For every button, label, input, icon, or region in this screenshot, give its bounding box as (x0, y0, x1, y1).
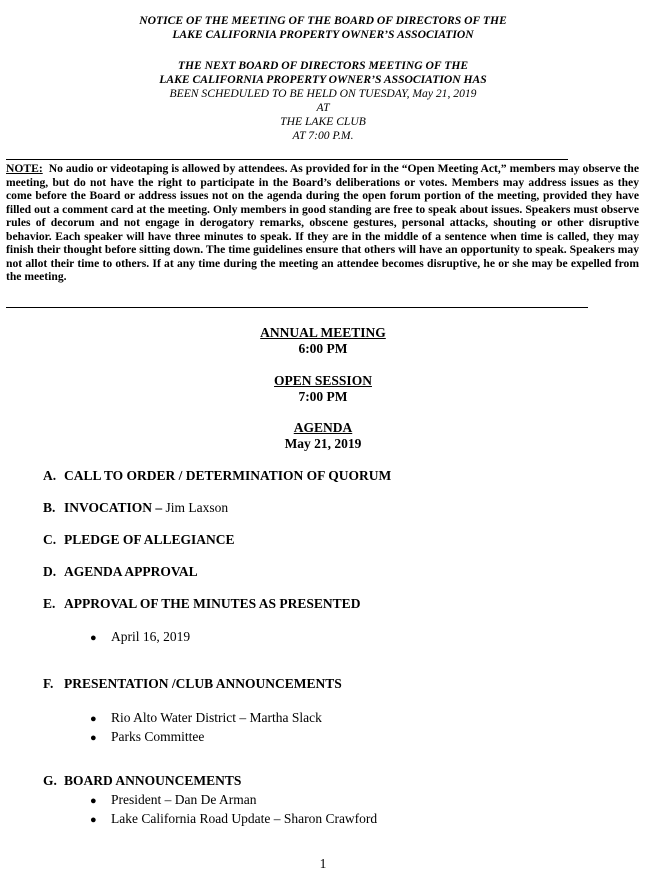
announcement-line-3: BEEN SCHEDULED TO BE HELD ON TUESDAY, May 21, 2019 (169, 87, 477, 100)
bullet-icon: ● (90, 795, 97, 807)
item-g-bullets (90, 791, 377, 829)
top-divider (6, 159, 568, 160)
bullet-icon: ● (90, 814, 97, 826)
item-title: CALL TO ORDER / DETERMINATION OF QUORUM (64, 468, 392, 483)
annual-meeting-block (0, 325, 646, 357)
agenda-item-c (43, 532, 235, 548)
note-paragraph (6, 162, 639, 284)
item-title: PLEDGE OF ALLEGIANCE (64, 532, 235, 547)
page-number: 1 (319, 856, 327, 871)
item-letter: D. (43, 564, 57, 579)
item-letter: B. (43, 500, 56, 515)
notice-title-line-2: LAKE CALIFORNIA PROPERTY OWNER’S ASSOCIATION (172, 28, 474, 41)
item-title: AGENDA APPROVAL (64, 564, 198, 579)
item-title: INVOCATION – (64, 500, 163, 515)
agenda-item-d (43, 564, 198, 580)
agenda-block (0, 420, 646, 452)
announcement-line-5: THE LAKE CLUB (280, 115, 366, 128)
bottom-divider (6, 307, 588, 308)
agenda-title: AGENDA (293, 420, 353, 435)
list-item (90, 791, 377, 810)
notice-title-line-1: NOTICE OF THE MEETING OF THE BOARD OF DIRECTORS OF THE (139, 14, 507, 27)
note-text: No audio or videotaping is allowed by attendees. As provided for in the “Open Meeting Act,” members may observe the meeting, but do not have the right to participate in the Board’s deliberations or votes. Members may address issues as they come before the Board or address issues not on the agenda during the open forum portion of the meeting, provided they have filled out a comment card at the meeting. Only members in good standing are free to speak about issues. Speakers must observe rules of decorum and not engage in derogatory remarks, obscene gestures, personal attacks, shouting or other disruptive behavior. Each speaker will have three minutes to speak. If they are in the middle of a sentence when time is called, they may finish their thought before sitting down. The time guidelines ensure that others will have an opportunity to speak. Speakers may not allot their time to others. If at any time during the meeting an attendee becomes disruptive, he or she may be expelled from the meeting. (6, 162, 639, 283)
list-item (90, 728, 322, 747)
announcement-line-1: THE NEXT BOARD OF DIRECTORS MEETING OF THE (177, 59, 469, 72)
bullet-icon: ● (90, 632, 97, 644)
announcement-line-2: LAKE CALIFORNIA PROPERTY OWNER’S ASSOCIATION HAS (159, 73, 487, 86)
notice-header (0, 14, 646, 42)
annual-meeting-title: ANNUAL MEETING (260, 325, 386, 340)
bullet-icon: ● (90, 732, 97, 744)
list-item (90, 810, 377, 829)
item-title: BOARD ANNOUNCEMENTS (64, 773, 242, 788)
item-letter: E. (43, 596, 56, 611)
bullet-icon: ● (90, 713, 97, 725)
announcement-line-6: AT 7:00 P.M. (292, 129, 354, 142)
bullet-text: Rio Alto Water District – Martha Slack (111, 710, 322, 725)
agenda-item-f (43, 676, 342, 692)
annual-meeting-time: 6:00 PM (298, 341, 348, 356)
note-label: NOTE: (6, 162, 43, 175)
bullet-text: Lake California Road Update – Sharon Crawford (111, 811, 378, 826)
item-e-bullets (90, 628, 190, 647)
item-letter: C. (43, 532, 57, 547)
list-item (90, 709, 322, 728)
item-title: APPROVAL OF THE MINUTES AS PRESENTED (64, 596, 361, 611)
item-title: PRESENTATION /CLUB ANNOUNCEMENTS (64, 676, 342, 691)
open-session-title: OPEN SESSION (274, 373, 372, 388)
bullet-text: Parks Committee (111, 729, 205, 744)
item-presenter: Jim Laxson (165, 500, 229, 515)
item-letter: F. (43, 676, 54, 691)
item-letter: G. (43, 773, 57, 788)
item-letter: A. (43, 468, 57, 483)
bullet-text: President – Dan De Arman (111, 792, 257, 807)
agenda-item-b (43, 500, 228, 516)
open-session-block (0, 373, 646, 405)
agenda-item-e (43, 596, 360, 612)
meeting-announcement (0, 59, 646, 143)
announcement-line-4: AT (316, 101, 330, 114)
agenda-item-a (43, 468, 391, 484)
agenda-item-g (43, 773, 241, 789)
bullet-text: April 16, 2019 (111, 629, 191, 644)
item-f-bullets (90, 709, 322, 747)
open-session-time: 7:00 PM (298, 389, 348, 404)
list-item (90, 628, 190, 647)
agenda-date: May 21, 2019 (284, 436, 362, 451)
